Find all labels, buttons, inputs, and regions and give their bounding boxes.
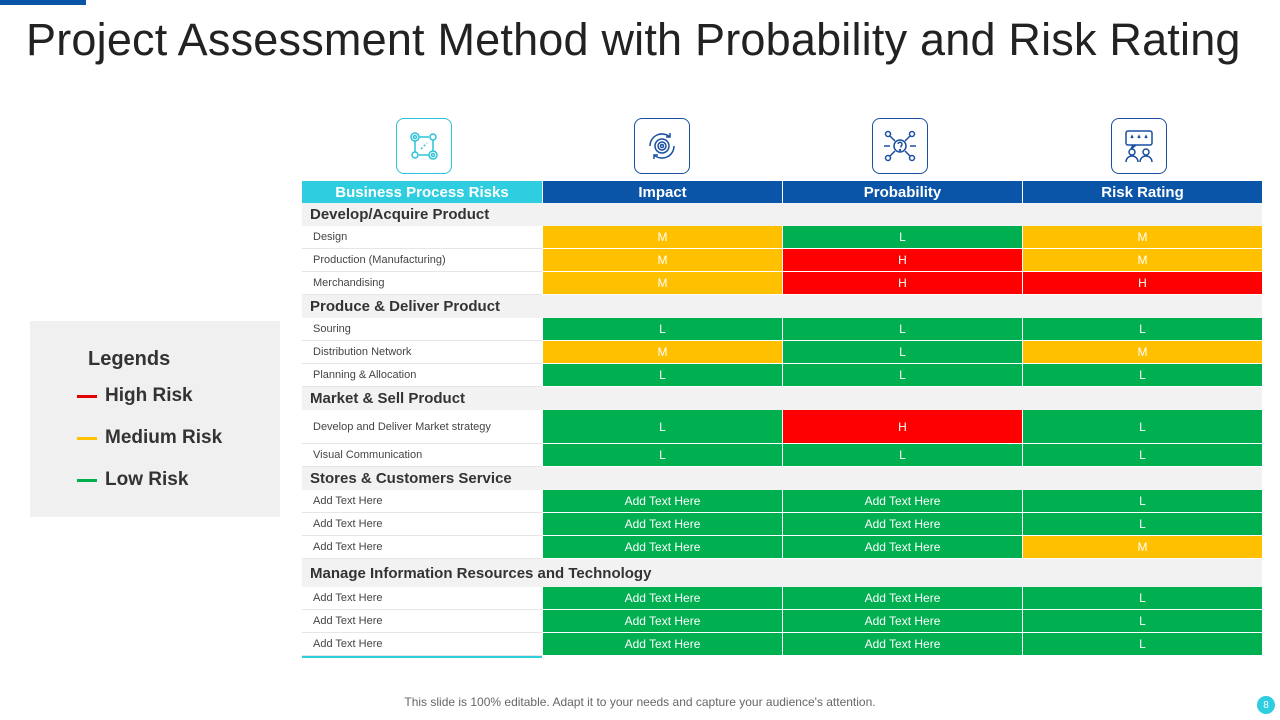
table-row — [302, 249, 1262, 272]
legend-title: Legends — [88, 348, 171, 370]
risk-rating-cell: L — [1022, 444, 1262, 467]
table-body — [302, 203, 1262, 656]
risk-rating-cell: L — [1022, 587, 1262, 610]
target-cycle-icon — [634, 118, 690, 174]
risk-rating-cell: M — [1022, 226, 1262, 249]
section-title: Produce & Deliver Product — [302, 295, 1262, 318]
table-row — [302, 490, 1262, 513]
header-impact: Impact — [542, 181, 782, 203]
gears-process-icon — [396, 118, 452, 174]
legend-panel — [30, 321, 280, 517]
table-row — [302, 272, 1262, 295]
risk-rating-cell: L — [1022, 633, 1262, 656]
table-row — [302, 536, 1262, 559]
risk-rating-cell: H — [1022, 272, 1262, 295]
impact-cell: L — [542, 444, 782, 467]
probability-cell: H — [782, 249, 1022, 272]
impact-cell: L — [542, 364, 782, 387]
probability-cell: Add Text Here — [782, 536, 1022, 559]
impact-cell: M — [542, 341, 782, 364]
legend-item-high — [77, 383, 193, 409]
question-network-icon — [872, 118, 928, 174]
section-title: Develop/Acquire Product — [302, 203, 1262, 226]
row-label: Distribution Network — [302, 341, 542, 364]
table-row — [302, 341, 1262, 364]
table-row — [302, 318, 1262, 341]
row-label: Production (Manufacturing) — [302, 249, 542, 272]
probability-cell: Add Text Here — [782, 513, 1022, 536]
table-row — [302, 587, 1262, 610]
impact-cell: L — [542, 410, 782, 444]
feedback-people-icon — [1111, 118, 1167, 174]
risk-rating-cell: L — [1022, 318, 1262, 341]
page-title: Project Assessment Method with Probability and Risk Rating — [26, 14, 1241, 65]
footer-note: This slide is 100% editable. Adapt it to your needs and capture your audience's attention. — [404, 695, 876, 709]
probability-cell: Add Text Here — [782, 610, 1022, 633]
impact-cell: M — [542, 249, 782, 272]
legend-item-medium — [77, 425, 222, 451]
risk-rating-cell: M — [1022, 536, 1262, 559]
risk-rating-cell: L — [1022, 410, 1262, 444]
low-risk-line — [77, 479, 97, 482]
high-risk-line — [77, 395, 97, 398]
section-title: Market & Sell Product — [302, 387, 1262, 410]
table-header-row — [302, 181, 1262, 203]
page-number-badge: 8 — [1257, 696, 1275, 714]
header-probability: Probability — [782, 181, 1022, 203]
row-label: Add Text Here — [302, 610, 542, 633]
row-label: Add Text Here — [302, 513, 542, 536]
risk-rating-cell: M — [1022, 341, 1262, 364]
probability-cell: L — [782, 226, 1022, 249]
probability-cell: L — [782, 444, 1022, 467]
table-row — [302, 364, 1262, 387]
medium-risk-line — [77, 437, 97, 440]
impact-cell: Add Text Here — [542, 490, 782, 513]
row-label: Add Text Here — [302, 536, 542, 559]
impact-cell: M — [542, 226, 782, 249]
impact-cell: M — [542, 272, 782, 295]
table-row — [302, 410, 1262, 444]
risk-rating-cell: L — [1022, 610, 1262, 633]
legend-label: High Risk — [105, 385, 193, 406]
impact-cell: L — [542, 318, 782, 341]
section-title: Manage Information Resources and Technology — [302, 559, 1262, 587]
impact-cell: Add Text Here — [542, 633, 782, 656]
row-label: Design — [302, 226, 542, 249]
probability-cell: Add Text Here — [782, 490, 1022, 513]
row-label: Add Text Here — [302, 633, 542, 656]
table-row — [302, 513, 1262, 536]
impact-cell: Add Text Here — [542, 587, 782, 610]
legend-label: Low Risk — [105, 469, 189, 490]
risk-rating-cell: M — [1022, 249, 1262, 272]
row-label: Visual Communication — [302, 444, 542, 467]
table-bottom-line — [302, 656, 542, 658]
table-row — [302, 226, 1262, 249]
risk-assessment-table — [302, 181, 1262, 658]
impact-cell: Add Text Here — [542, 513, 782, 536]
impact-cell: Add Text Here — [542, 610, 782, 633]
row-label: Develop and Deliver Market strategy — [302, 410, 542, 444]
probability-cell: L — [782, 341, 1022, 364]
probability-cell: Add Text Here — [782, 633, 1022, 656]
probability-cell: L — [782, 318, 1022, 341]
legend-item-low — [77, 467, 188, 493]
row-label: Souring — [302, 318, 542, 341]
row-label: Merchandising — [302, 272, 542, 295]
row-label: Planning & Allocation — [302, 364, 542, 387]
legend-label: Medium Risk — [105, 427, 223, 448]
impact-cell: Add Text Here — [542, 536, 782, 559]
risk-rating-cell: L — [1022, 490, 1262, 513]
table-row — [302, 633, 1262, 656]
row-label: Add Text Here — [302, 490, 542, 513]
risk-rating-cell: L — [1022, 364, 1262, 387]
accent-bar — [0, 0, 86, 5]
section-title: Stores & Customers Service — [302, 467, 1262, 490]
header-business-process-risks: Business Process Risks — [302, 181, 542, 203]
header-risk-rating: Risk Rating — [1022, 181, 1262, 203]
probability-cell: L — [782, 364, 1022, 387]
probability-cell: H — [782, 410, 1022, 444]
risk-rating-cell: L — [1022, 513, 1262, 536]
table-row — [302, 610, 1262, 633]
probability-cell: Add Text Here — [782, 587, 1022, 610]
row-label: Add Text Here — [302, 587, 542, 610]
table-row — [302, 444, 1262, 467]
probability-cell: H — [782, 272, 1022, 295]
